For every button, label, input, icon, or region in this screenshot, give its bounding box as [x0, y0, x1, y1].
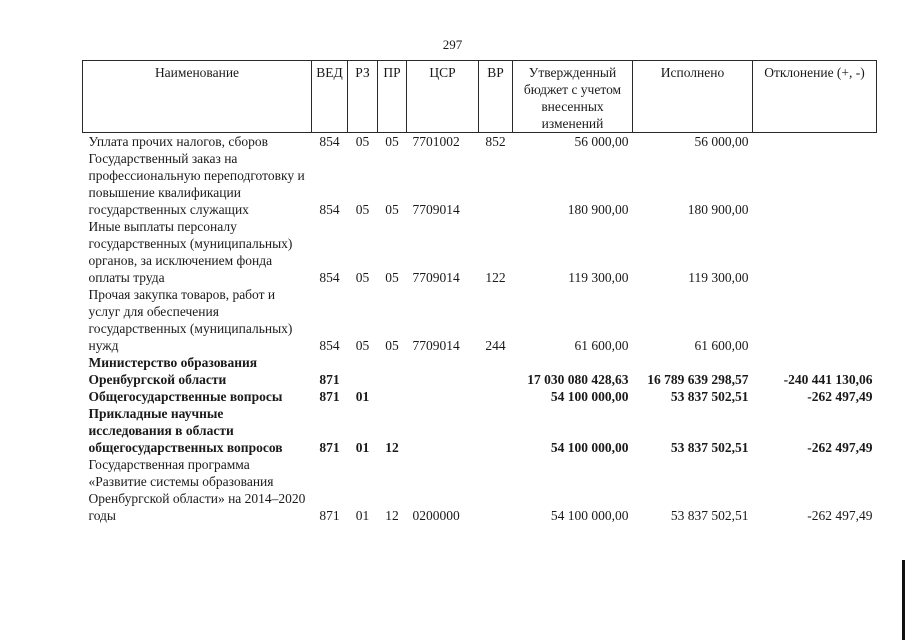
- row-executed: 16 789 639 298,57: [647, 372, 749, 387]
- row-pr: 05: [385, 338, 399, 353]
- row-approved: 61 600,00: [574, 338, 629, 353]
- table-row: [83, 388, 877, 405]
- row-deviation: [753, 218, 877, 286]
- header-rz: РЗ: [348, 61, 378, 133]
- row-ved: 871: [319, 440, 340, 455]
- table-row: [83, 218, 877, 286]
- row-executed: 56 000,00: [694, 134, 749, 149]
- row-csr: [407, 354, 479, 388]
- header-approved: Утвержденный бюджет с учетом внесенных изменений: [513, 61, 633, 133]
- row-vr: [479, 354, 513, 388]
- page-number: 297: [442, 37, 463, 52]
- row-pr: [378, 388, 407, 405]
- row-approved: 17 030 080 428,63: [527, 372, 629, 387]
- table-row: [83, 456, 877, 524]
- row-rz: 05: [355, 338, 370, 353]
- row-csr: 0200000: [412, 508, 460, 523]
- row-ved: 854: [319, 134, 340, 149]
- row-ved: 871: [319, 508, 340, 523]
- table-row: [83, 150, 877, 218]
- row-deviation: -262 497,49: [807, 508, 873, 523]
- table-row: [83, 133, 877, 151]
- row-deviation: -262 497,49: [807, 389, 873, 404]
- row-approved: 54 100 000,00: [550, 440, 629, 455]
- row-ved: 871: [319, 372, 340, 387]
- row-rz: 05: [355, 202, 370, 217]
- row-pr: 05: [385, 202, 399, 217]
- table-row: [83, 286, 877, 354]
- row-vr: 852: [485, 134, 506, 149]
- row-rz: [348, 354, 378, 388]
- row-ved: 871: [319, 389, 340, 404]
- row-approved: 54 100 000,00: [550, 389, 629, 404]
- row-rz: 01: [355, 389, 370, 404]
- row-pr: 12: [385, 440, 399, 455]
- row-deviation: [753, 150, 877, 218]
- row-vr: [479, 405, 513, 456]
- row-ved: 854: [319, 202, 340, 217]
- table-header-row: [83, 61, 877, 133]
- row-executed: 61 600,00: [694, 338, 749, 353]
- header-name: Наименование: [83, 61, 312, 133]
- row-deviation: [753, 133, 877, 151]
- row-csr: [407, 405, 479, 456]
- row-rz: 01: [355, 508, 370, 523]
- row-rz: 01: [355, 440, 370, 455]
- row-pr: 05: [385, 270, 399, 285]
- row-deviation: [753, 286, 877, 354]
- row-name: Иные выплаты персоналу государственных (муниципальных) органов, за исключением фонда оплаты труда: [88, 219, 293, 285]
- row-name: Государственный заказ на профессиональную переподготовку и повышение квалификации государственных служащих: [88, 151, 305, 217]
- row-vr: [479, 388, 513, 405]
- row-executed: 180 900,00: [687, 202, 749, 217]
- row-csr: [407, 388, 479, 405]
- row-rz: 05: [355, 270, 370, 285]
- row-pr: 05: [385, 134, 399, 149]
- row-pr: 12: [385, 508, 399, 523]
- row-executed: 53 837 502,51: [670, 389, 749, 404]
- table-row: [83, 405, 877, 456]
- row-csr: 7701002: [412, 134, 460, 149]
- row-name: Государственная программа «Развитие системы образования Оренбургской области» на 2014–2020 годы: [88, 457, 306, 523]
- row-name: Уплата прочих налогов, сборов: [88, 134, 268, 149]
- row-rz: 05: [355, 134, 370, 149]
- row-csr: 7709014: [412, 202, 460, 217]
- row-approved: 119 300,00: [568, 270, 629, 285]
- header-vr: ВР: [479, 61, 513, 133]
- header-csr: ЦСР: [407, 61, 479, 133]
- row-csr: 7709014: [412, 338, 460, 353]
- header-ved: ВЕД: [312, 61, 348, 133]
- row-approved: 56 000,00: [574, 134, 629, 149]
- row-name: Общегосударственные вопросы: [88, 389, 283, 404]
- row-executed: 53 837 502,51: [670, 440, 749, 455]
- row-name: Прикладные научные исследования в области общегосударственных вопросов: [88, 406, 283, 455]
- row-approved: 180 900,00: [567, 202, 629, 217]
- row-vr: [479, 150, 513, 218]
- row-executed: 119 300,00: [688, 270, 749, 285]
- row-pr: [378, 354, 407, 388]
- budget-table: [82, 60, 877, 524]
- row-vr: [479, 456, 513, 524]
- header-executed: Исполнено: [633, 61, 753, 133]
- row-name: Прочая закупка товаров, работ и услуг для обеспечения государственных (муниципальных) нужд: [88, 287, 293, 353]
- row-executed: 53 837 502,51: [670, 508, 749, 523]
- row-ved: 854: [319, 270, 340, 285]
- row-ved: 854: [319, 338, 340, 353]
- row-deviation: -262 497,49: [807, 440, 873, 455]
- header-deviation: Отклонение (+, -): [753, 61, 877, 133]
- table-row: [83, 354, 877, 388]
- header-pr: ПР: [378, 61, 407, 133]
- row-csr: 7709014: [412, 270, 460, 285]
- row-approved: 54 100 000,00: [550, 508, 629, 523]
- row-name: Министерство образования Оренбургской области: [88, 355, 258, 387]
- row-vr: 122: [485, 270, 506, 285]
- row-deviation: -240 441 130,06: [783, 372, 873, 387]
- row-vr: 244: [485, 338, 506, 353]
